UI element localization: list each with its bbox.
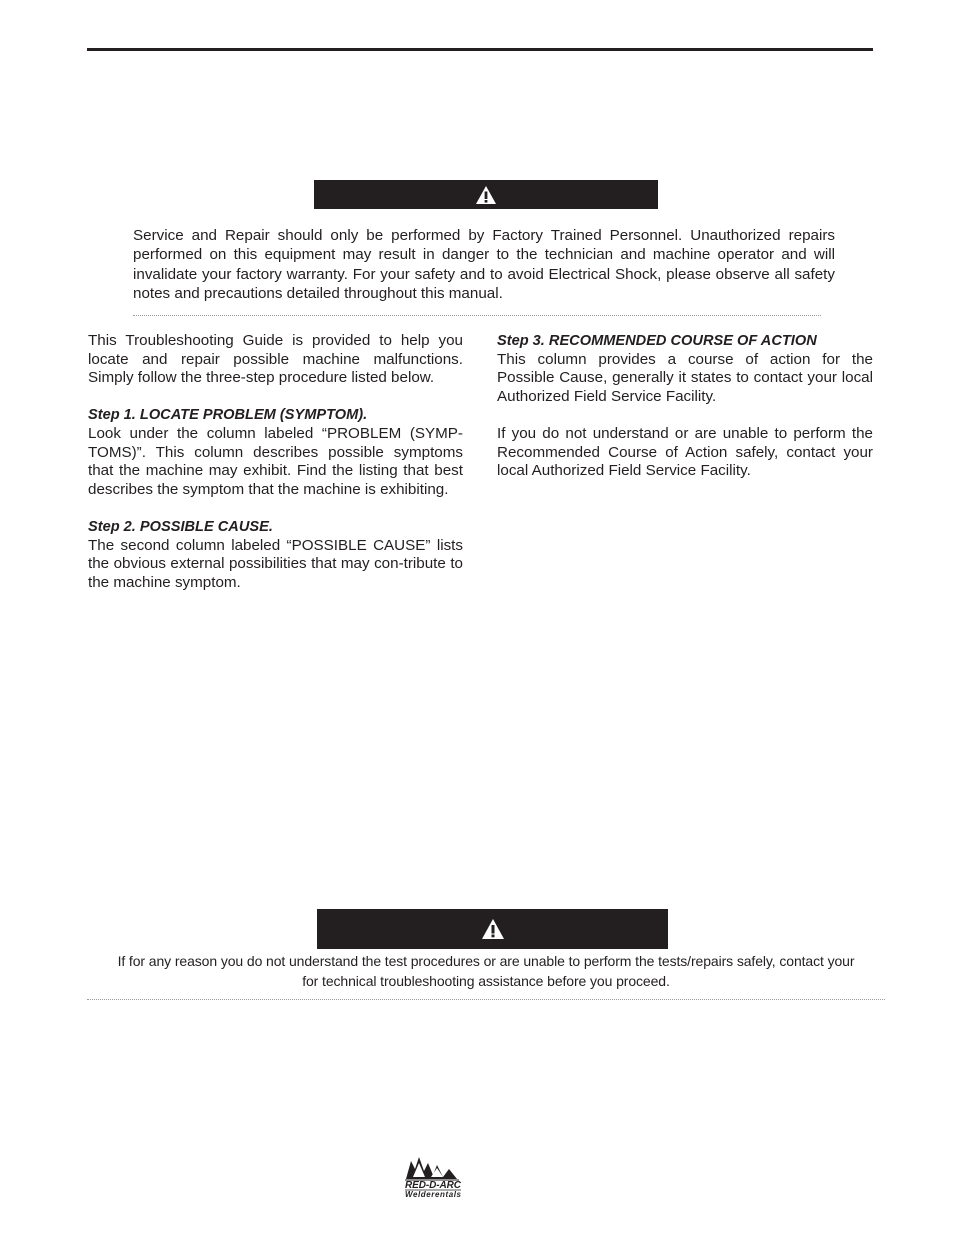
divider <box>87 999 885 1000</box>
warning-text <box>86 952 886 991</box>
warning-triangle-icon <box>475 185 497 205</box>
divider <box>133 315 821 316</box>
warning-text: Service and Repair should only be performed by Factory Trained Personnel. Unauthorized repairs performed on this equipment may result in danger to the technician and machine operator and will invalidate your factory warranty. For your safety and to avoid Electrical Shock, please observe all safety notes and precautions detailed throughout this manual. <box>133 227 835 302</box>
warning-line-1: If for any reason you do not understand the test procedures or are unable to perform the tests/repairs safely, contact your <box>117 953 855 969</box>
step-3-body: This column provides a course of action for the Possible Cause, generally it states to contact your local Authorized Field Service Facility. <box>497 350 873 405</box>
red-d-arc-logo <box>403 1151 463 1199</box>
step-1-heading: Step 1. LOCATE PROBLEM (SYMPTOM). <box>88 407 368 424</box>
caution-banner <box>317 909 668 949</box>
guide-intro: This Troubleshooting Guide is provided to help you locate and repair possible machine malfunctions. Simply follow the three-step procedure listed below. <box>88 332 463 387</box>
step-2-heading: Step 2. POSSIBLE CAUSE. <box>88 518 273 535</box>
step-1-body: Look under the column labeled “PROBLEM (SYMP-TOMS)”. This column describes possible symptoms that the machine may exhibit. Find the listing that best describes the symptom that the machine is exhibiting. <box>88 424 463 498</box>
guide-right-column <box>497 332 873 481</box>
svg-text:Welderentals: Welderentals <box>405 1190 461 1199</box>
warning-triangle-icon <box>481 918 505 940</box>
guide-closing: If you do not understand or are unable to perform the Recommended Course of Action safely, contact your local Authorized Field Service Facility. <box>497 424 873 480</box>
caution-banner <box>314 180 658 209</box>
step-2-body: The second column labeled “POSSIBLE CAUSE” lists the obvious external possibilities that may con-tribute to the machine symptom. <box>88 536 463 591</box>
header-rule <box>87 48 873 51</box>
warning-line-2: for technical troubleshooting assistance before you proceed. <box>302 972 670 989</box>
svg-text:RED-D-ARC: RED-D-ARC <box>405 1180 461 1191</box>
guide-left-column <box>88 332 463 592</box>
step-3-heading: Step 3. RECOMMENDED COURSE OF ACTION <box>497 333 817 349</box>
